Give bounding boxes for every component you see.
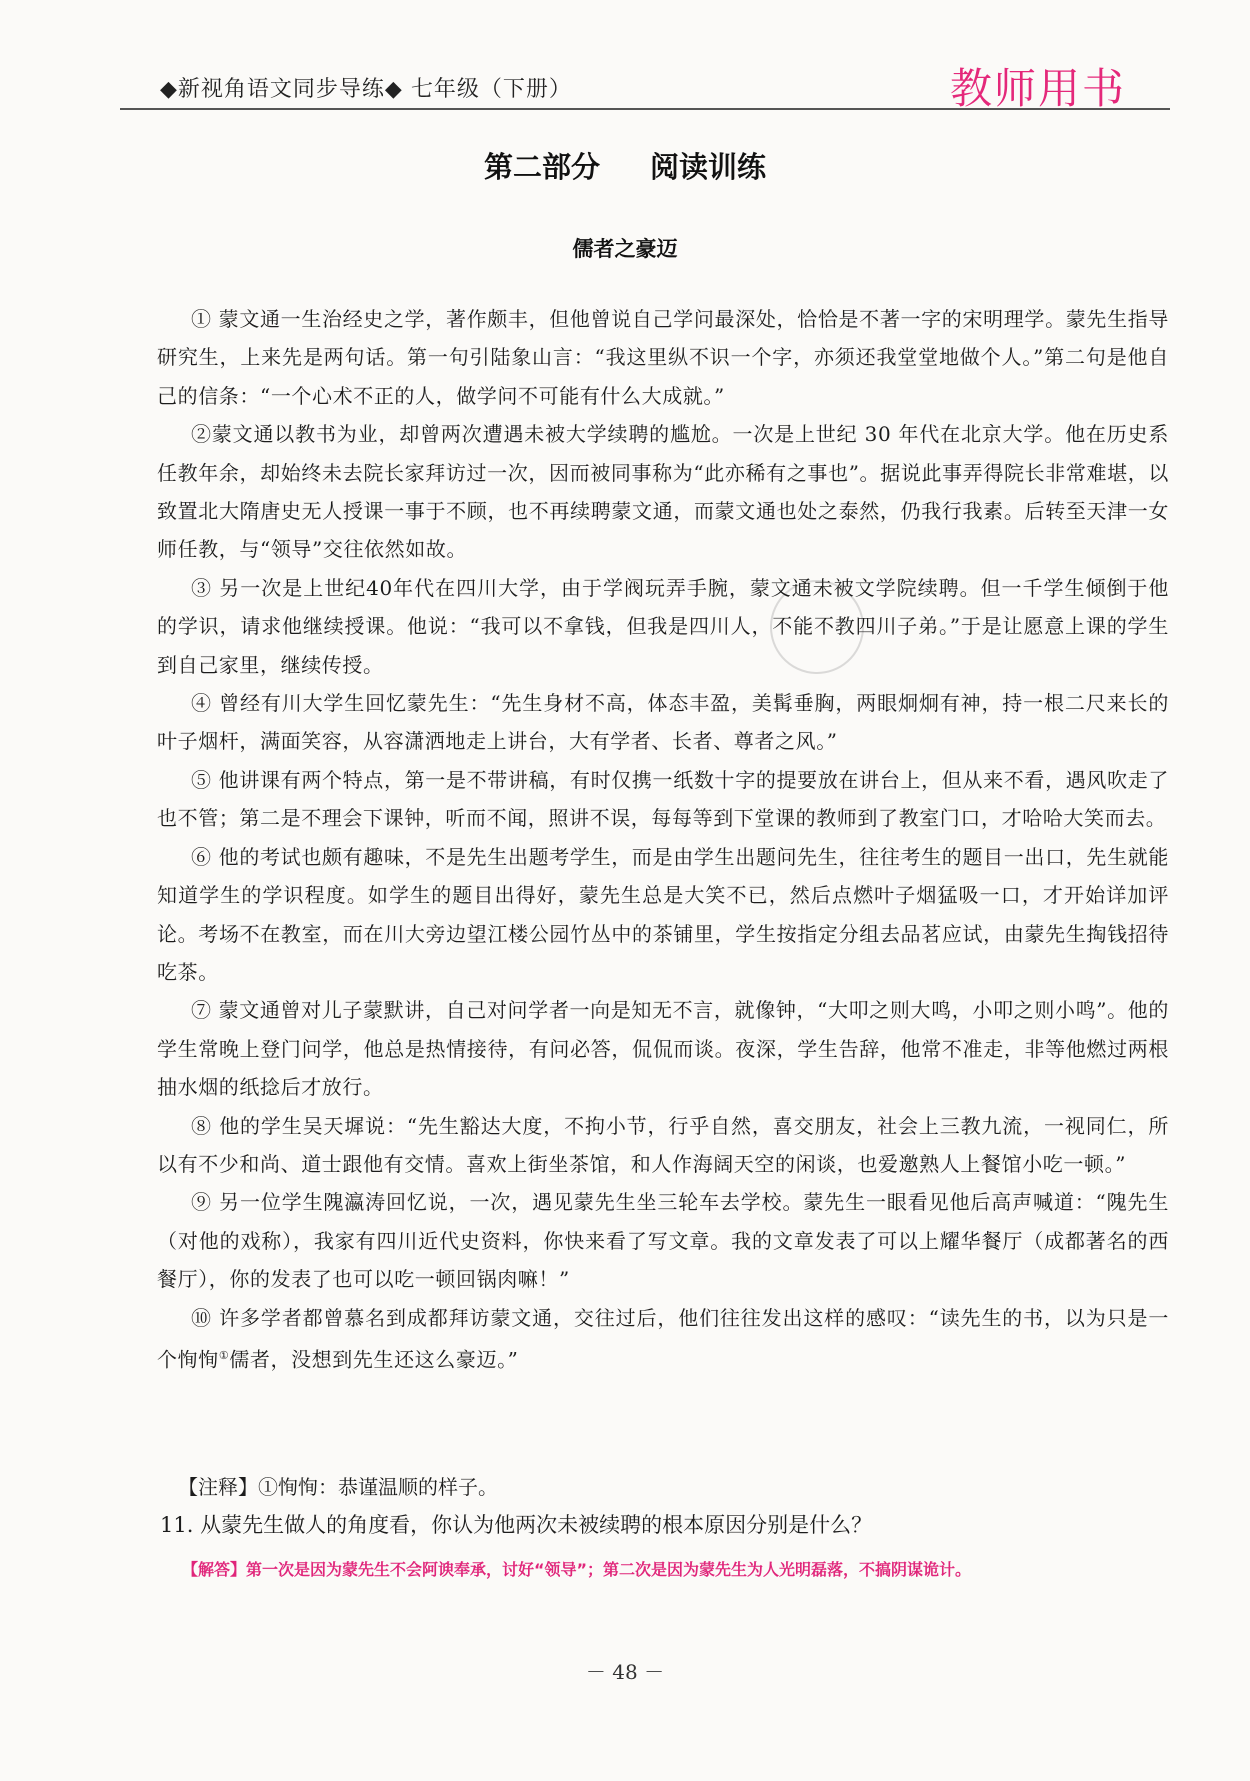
paragraph-5: ⑤ 他讲课有两个特点，第一是不带讲稿，有时仅携一纸数十字的提要放在讲台上，但从来不看，遇风吹走了也不管；第二是不理会下课钟，听而不闻，照讲不误，每每等到下堂课的教师到了教室门口，才哈哈大笑而去。 — [157, 767, 1170, 831]
article-body — [157, 300, 1169, 1379]
paragraph-9: ⑨ 另一位学生隗瀛涛回忆说，一次，遇见蒙先生坐三轮车去学校。蒙先生一眼看见他后高声喊道：“隗先生（对他的戏称），我家有四川近代史资料，你快来看了写文章。我的文章发表了可以上耀华餐厅（成都著名的西餐厅），你的发表了也可以吃一顿回锅肉嘛！” — [157, 1190, 1169, 1292]
paragraph-10-text-a: ⑩ 许多学者都曾慕名到成都拜访蒙文通，交往过后，他们往往发出这样的感叹：“读先生的书，以为只是一个恂恂 — [157, 1305, 1169, 1372]
annotation-note: 【注释】①恂恂：恭谨温顺的样子。 — [178, 1475, 498, 1499]
question-11: 11. 从蒙先生做人的角度看，你认为他两次未被续聘的根本原因分别是什么？ — [160, 1513, 873, 1537]
footnote-marker: ① — [218, 1348, 230, 1362]
page-number: － 48 － — [585, 1660, 665, 1684]
paragraph-8: ⑧ 他的学生吴天墀说：“先生豁达大度，不拘小节，行乎自然，喜交朋友，社会上三教九流，一视同仁，所以有不少和尚、道士跟他有交情。喜欢上街坐茶馆，和人作海阔天空的闲谈，也爱邀熟人上餐馆小吃一顿。” — [157, 1113, 1169, 1176]
paragraph-10-text-b: 儒者，没想到先生还这么豪迈。” — [229, 1347, 519, 1372]
paragraph-7: ⑦ 蒙文通曾对儿子蒙默讲，自己对问学者一向是知无不言，就像钟，“大叩之则大鸣，小叩之则小鸣”。他的学生常晚上登门问学，他总是热情接待，有问必答，侃侃而谈。夜深，学生告辞，他常不准走，非等他燃过两根抽水烟的纸捻后才放行。 — [157, 998, 1169, 1100]
book-title: ◆新视角语文同步导练◆ 七年级（下册） — [160, 77, 572, 102]
paragraph-3: ③ 另一次是上世纪40年代在四川大学，由于学阀玩弄手腕，蒙文通未被文学院续聘。但一千学生倾倒于他的学识，请求他继续授课。他说：“我可以不拿钱，但我是四川人，不能不教四川子弟。”于是让愿意上课的学生到自己家里，继续传授。 — [157, 575, 1169, 677]
paragraph-4: ④ 曾经有川大学生回忆蒙先生：“先生身材不高，体态丰盈，美髯垂胸，两眼炯炯有神，持一根二尺来长的叶子烟杆，满面笑容，从容潇洒地走上讲台，大有学者、长者、尊者之风。” — [157, 691, 1169, 754]
paragraph-6: ⑥ 他的考试也颇有趣味，不是先生出题考学生，而是由学生出题问先生，往往考生的题目一出口，先生就能知道学生的学识程度。如学生的题目出得好，蒙先生总是大笑不已，然后点燃叶子烟猛吸一口，才开始详加评论。考场不在教室，而在川大旁边望江楼公园竹丛中的茶铺里，学生按指定分组去品茗应试，由蒙先生掏钱招待吃茶。 — [157, 844, 1170, 984]
teacher-edition-badge: 教师用书 — [949, 64, 1126, 113]
paragraph-2: ②蒙文通以教书为业，却曾两次遭遇未被大学续聘的尴尬。一次是上世纪 30 年代在北京大学。他在历史系任教年余，却始终未去院长家拜访过一次，因而被同事称为“此亦稀有之事也”。据说此事弄得院长非常难堪，以致置北大隋唐史无人授课一事于不顾，也不再续聘蒙文通，而蒙文通也处之泰然，仍我行我素。后转至天津一女师任教，与“领导”交往依然如故。 — [157, 422, 1169, 562]
article-title: 儒者之豪迈 — [572, 237, 678, 261]
paragraph-10 — [157, 1299, 1169, 1379]
answer-text: 【解答】第一次是因为蒙先生不会阿谀奉承，讨好“领导”；第二次是因为蒙先生为人光明磊落，不搞阴谋诡计。 — [182, 1560, 972, 1579]
part-title: 第二部分 阅读训练 — [483, 150, 767, 184]
paragraph-1: ① 蒙文通一生治经史之学，著作颇丰，但他曾说自己学问最深处，恰恰是不著一字的宋明理学。蒙先生指导研究生，上来先是两句话。第一句引陆象山言：“我这里纵不识一个字，亦须还我堂堂地做个人。”第二句是他自己的信条：“一个心术不正的人，做学问不可能有什么大成就。” — [157, 307, 1170, 408]
page-header — [120, 62, 1170, 113]
